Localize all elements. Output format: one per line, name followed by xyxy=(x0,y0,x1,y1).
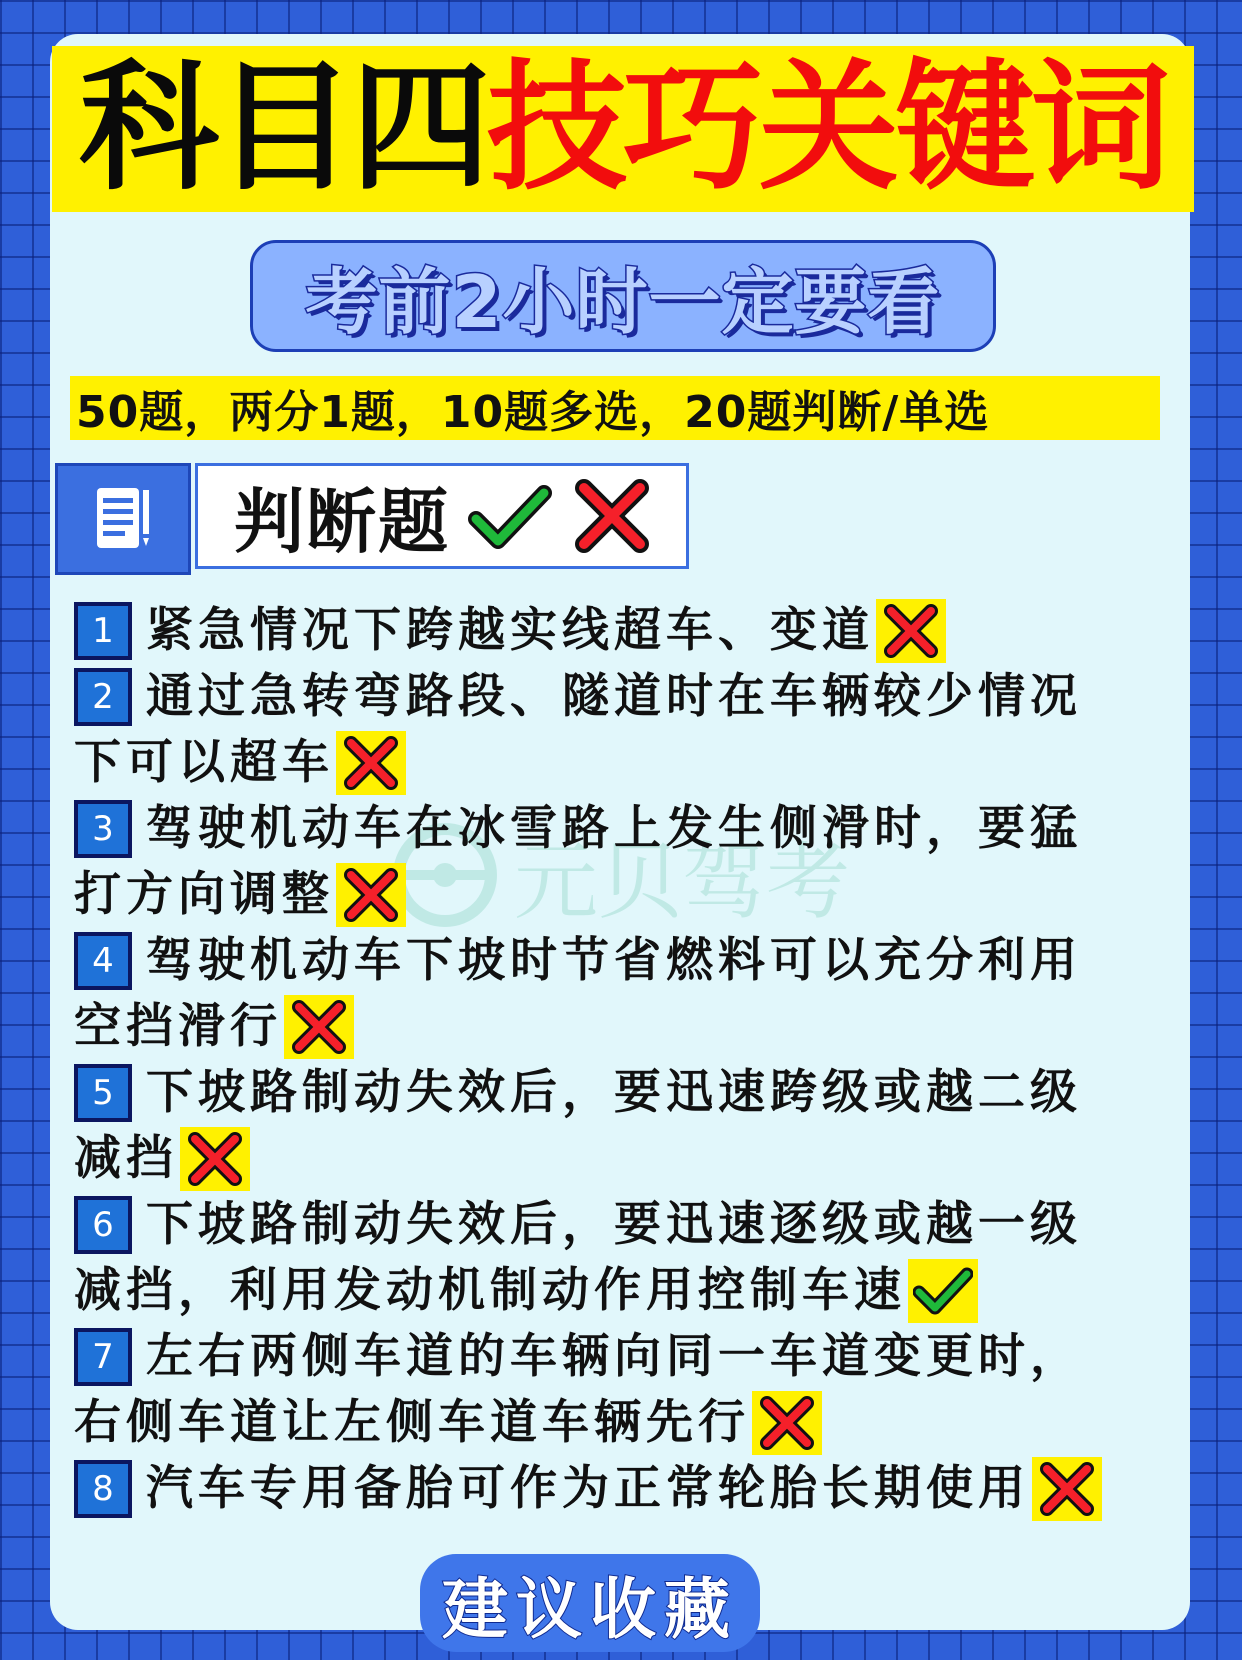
cross-icon xyxy=(180,1127,250,1191)
subtitle-text: 考前2小时一定要看 xyxy=(305,260,941,344)
exam-stats-text: 50题，两分1题，10题多选，20题判断/单选 xyxy=(76,387,990,438)
item-text: 减挡，利用发动机制动作用控制车速 xyxy=(74,1263,906,1318)
list-item-line xyxy=(74,1390,1174,1456)
item-number-badge: 5 xyxy=(74,1064,132,1122)
list-item-line xyxy=(74,1258,1174,1324)
title-black-part: 科目四 xyxy=(78,47,487,210)
subtitle-badge xyxy=(250,240,996,352)
list-item-line xyxy=(74,1192,1174,1258)
item-text: 驾驶机动车下坡时节省燃料可以充分利用 xyxy=(146,933,1082,988)
page-title xyxy=(52,46,1194,212)
list-item-line xyxy=(74,1456,1174,1522)
section-label-box xyxy=(195,463,689,569)
list-item-line xyxy=(74,1324,1174,1390)
list-item-line xyxy=(74,1060,1174,1126)
item-number-badge: 2 xyxy=(74,668,132,726)
exam-stats-banner xyxy=(70,376,1160,440)
cross-icon xyxy=(284,995,354,1059)
section-header xyxy=(55,463,685,573)
item-text: 下坡路制动失效后，要迅速跨级或越二级 xyxy=(146,1065,1082,1120)
list-item-line xyxy=(74,664,1174,730)
item-text: 空挡滑行 xyxy=(74,999,282,1054)
item-text: 打方向调整 xyxy=(74,867,334,922)
item-number-badge: 4 xyxy=(74,932,132,990)
cross-icon xyxy=(752,1391,822,1455)
item-text: 紧急情况下跨越实线超车、变道 xyxy=(146,603,874,658)
item-text: 左右两侧车道的车辆向同一车道变更时， xyxy=(146,1329,1082,1384)
check-icon xyxy=(468,481,552,551)
item-text: 减挡 xyxy=(74,1131,178,1186)
cross-icon xyxy=(336,731,406,795)
item-number-badge: 3 xyxy=(74,800,132,858)
list-item-line xyxy=(74,862,1174,928)
list-item-line xyxy=(74,730,1174,796)
item-text: 驾驶机动车在冰雪路上发生侧滑时，要猛 xyxy=(146,801,1082,856)
save-favorite-button[interactable] xyxy=(420,1554,760,1652)
list-item-line xyxy=(74,994,1174,1060)
section-label: 判断题 xyxy=(234,480,450,563)
cross-icon xyxy=(336,863,406,927)
list-item-line xyxy=(74,598,1174,664)
list-item-line xyxy=(74,928,1174,994)
item-text: 下可以超车 xyxy=(74,735,334,790)
item-number-badge: 1 xyxy=(74,602,132,660)
check-icon xyxy=(908,1259,978,1323)
save-favorite-label: 建议收藏 xyxy=(442,1570,738,1648)
list-item-line xyxy=(74,796,1174,862)
item-number-badge: 7 xyxy=(74,1328,132,1386)
cross-icon xyxy=(876,599,946,663)
cross-icon xyxy=(1032,1457,1102,1521)
item-text: 下坡路制动失效后，要迅速逐级或越一级 xyxy=(146,1197,1082,1252)
item-number-badge: 6 xyxy=(74,1196,132,1254)
question-list xyxy=(74,598,1174,1522)
item-text: 汽车专用备胎可作为正常轮胎长期使用 xyxy=(146,1461,1030,1516)
list-item-line xyxy=(74,1126,1174,1192)
document-icon xyxy=(55,463,191,575)
item-text: 通过急转弯路段、隧道时在车辆较少情况 xyxy=(146,669,1082,724)
cross-icon xyxy=(574,478,650,554)
item-text: 右侧车道让左侧车道车辆先行 xyxy=(74,1395,750,1450)
title-red-part: 技巧关键词 xyxy=(487,47,1168,210)
item-number-badge: 8 xyxy=(74,1460,132,1518)
